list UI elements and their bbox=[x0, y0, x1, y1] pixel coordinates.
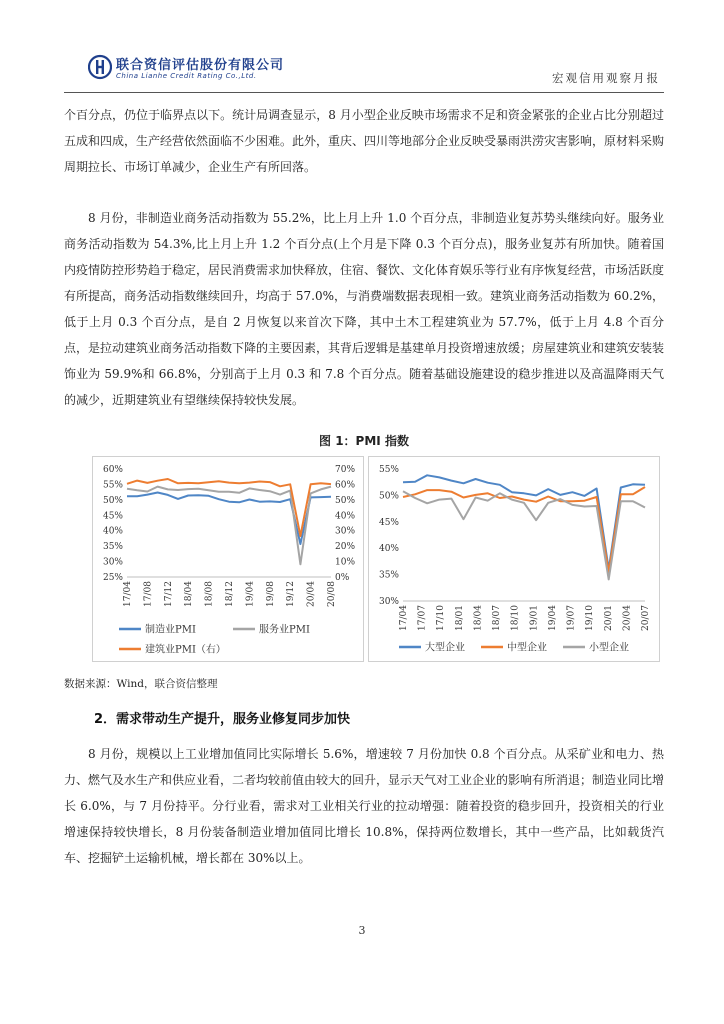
paragraph-2-text: 8 月份，非制造业商务活动指数为 55.2%，比上月上升 1.0 个百分点，非制造业复苏势头继续向好。服务业商务活动指数为 54.3%,比上月上升 1.2 个百分点(上个月是下降 0.3 个百分点)，服务业复苏有所加快。随着国内疫情防控形势趋于稳定，居民消费需求加快释放，住宿、餐饮、文化体育娱乐等行业有序恢复经营，市场活跃度有所提高，商务活动指数继续回升，均高于 57.0%，与消费端数据表现相一致。建筑业商务活动指数为 60.2%，低于上月 0.3 个百分点，是自 2 月恢复以来首次下降，其中土木工程建筑业为 57.7%，低于上月 4.8 个百分点，是拉动建筑业商务活动指数下降的主要因素，其背后逻辑是基建单月投资增速放缓；房屋建筑业和建筑安装装饰业为 59.9%和 66.8%，分别高于上月 0.3 和 7.8 个百分点。随着基础设施建设的稳步推进以及高温降雨天气的减少，近期建筑业有望继续保持较快发展。 bbox=[64, 211, 665, 407]
data-source-note: 数据来源：Wind，联合资信整理 bbox=[64, 678, 218, 690]
x-tick-label: 17/04 bbox=[399, 605, 409, 631]
company-logo-icon bbox=[88, 54, 112, 80]
y-right-tick-label: 10% bbox=[335, 557, 356, 568]
x-tick-label: 17/07 bbox=[417, 605, 428, 631]
y-right-tick-label: 20% bbox=[335, 542, 356, 553]
y-left-tick-label: 30% bbox=[102, 557, 123, 568]
page-header bbox=[64, 48, 664, 92]
enterprise-pmi-chart bbox=[368, 456, 660, 662]
x-tick-label: 20/01 bbox=[603, 605, 614, 631]
y-left-tick-label: 50% bbox=[102, 495, 123, 506]
x-tick-label: 17/12 bbox=[163, 581, 174, 607]
x-tick-label: 17/04 bbox=[123, 581, 133, 607]
y-right-tick-label: 30% bbox=[335, 526, 356, 537]
x-tick-label: 19/12 bbox=[286, 581, 297, 607]
legend-item-0-label: 制造业PMI bbox=[145, 624, 196, 636]
x-tick-label: 18/10 bbox=[510, 605, 521, 631]
y-left-tick-label: 35% bbox=[102, 542, 123, 553]
x-tick-label: 18/12 bbox=[225, 581, 235, 607]
x-tick-label: 18/01 bbox=[454, 605, 465, 631]
x-tick-label: 17/08 bbox=[143, 581, 154, 607]
y-tick-label: 30% bbox=[378, 597, 399, 607]
x-tick-label: 20/08 bbox=[327, 581, 337, 607]
company-name-cn: 联合资信评估股份有限公司 bbox=[116, 58, 285, 73]
y-left-tick-label: 25% bbox=[102, 573, 123, 583]
x-tick-label: 20/04 bbox=[306, 581, 317, 607]
x-tick-label: 19/04 bbox=[245, 581, 256, 607]
y-left-tick-label: 55% bbox=[102, 480, 123, 491]
y-right-tick-label: 60% bbox=[335, 480, 356, 491]
page-number: 3 bbox=[358, 924, 366, 937]
y-right-tick-label: 40% bbox=[335, 511, 356, 522]
y-right-tick-label: 0% bbox=[335, 573, 350, 583]
pmi-chart-svg bbox=[93, 457, 363, 661]
x-tick-label: 19/08 bbox=[265, 581, 276, 607]
x-tick-label: 18/07 bbox=[492, 605, 503, 631]
legend-item-2-label: 建筑业PMI（右） bbox=[145, 644, 226, 656]
paragraph-2 bbox=[64, 205, 664, 413]
x-tick-label: 19/07 bbox=[566, 605, 577, 631]
section-heading: 2．需求带动生产提升，服务业修复同步加快 bbox=[94, 712, 351, 727]
legend-item-0-label: 大型企业 bbox=[425, 642, 465, 654]
y-tick-label: 45% bbox=[378, 517, 399, 528]
x-tick-label: 20/04 bbox=[622, 605, 633, 631]
company-name-en: China Lianhe Credit Rating Co.,Ltd. bbox=[116, 72, 257, 80]
paragraph-1-text: 个百分点，仍位于临界点以下。统计局调查显示，8 月小型企业反映市场需求不足和资金紧张的企业占比分别超过五成和四成，生产经营依然面临不少困难。此外，重庆、四川等地部分企业反映受暴雨洪涝灾害影响，原材料采购周期拉长、市场订单减少，企业生产有所回落。 bbox=[64, 108, 665, 174]
y-left-tick-label: 40% bbox=[102, 526, 123, 537]
x-tick-label: 17/10 bbox=[436, 605, 447, 631]
figure-title: 图 1：PMI 指数 bbox=[319, 434, 409, 448]
y-left-tick-label: 45% bbox=[102, 511, 123, 522]
x-tick-label: 20/07 bbox=[641, 605, 651, 631]
paragraph-3 bbox=[64, 741, 664, 871]
legend-item-1-label: 服务业PMI bbox=[259, 624, 310, 636]
x-tick-label: 18/08 bbox=[204, 581, 215, 607]
legend-item-2-label: 小型企业 bbox=[589, 642, 629, 654]
y-tick-label: 55% bbox=[378, 465, 399, 475]
y-right-tick-label: 50% bbox=[335, 495, 356, 506]
pmi-chart bbox=[92, 456, 364, 662]
x-tick-label: 19/01 bbox=[529, 605, 540, 631]
x-tick-label: 19/04 bbox=[547, 605, 558, 631]
y-tick-label: 35% bbox=[378, 570, 399, 581]
y-tick-label: 40% bbox=[378, 544, 399, 555]
y-right-tick-label: 70% bbox=[335, 465, 356, 475]
header-divider bbox=[64, 92, 664, 93]
legend-item-1-label: 中型企业 bbox=[507, 642, 547, 654]
y-tick-label: 50% bbox=[378, 491, 399, 502]
x-tick-label: 18/04 bbox=[473, 605, 484, 631]
paragraph-1 bbox=[64, 102, 664, 180]
enterprise-pmi-chart-svg bbox=[369, 457, 659, 661]
report-name: 宏观信用观察月报 bbox=[552, 71, 660, 85]
x-tick-label: 18/04 bbox=[184, 581, 195, 607]
series-line-1 bbox=[127, 487, 331, 565]
y-left-tick-label: 60% bbox=[102, 465, 123, 475]
x-tick-label: 19/10 bbox=[585, 605, 596, 631]
paragraph-3-text: 8 月份，规模以上工业增加值同比实际增长 5.6%，增速较 7 月份加快 0.8 个百分点。从采矿业和电力、热力、燃气及水生产和供应业看，二者均较前值由较大的回升，显示天气对工业企业的影响有所消退；制造业同比增长 6.0%，与 7 月份持平。分行业看，需求对工业相关行业的拉动增强：随着投资的稳步回升，投资相关的行业增速保持较快增长，8 月份装备制造业增加值同比增长 10.8%，保持两位数增长，其中一些产品，比如载货汽车、挖掘铲土运输机械，增长都在 30%以上。 bbox=[64, 747, 665, 865]
